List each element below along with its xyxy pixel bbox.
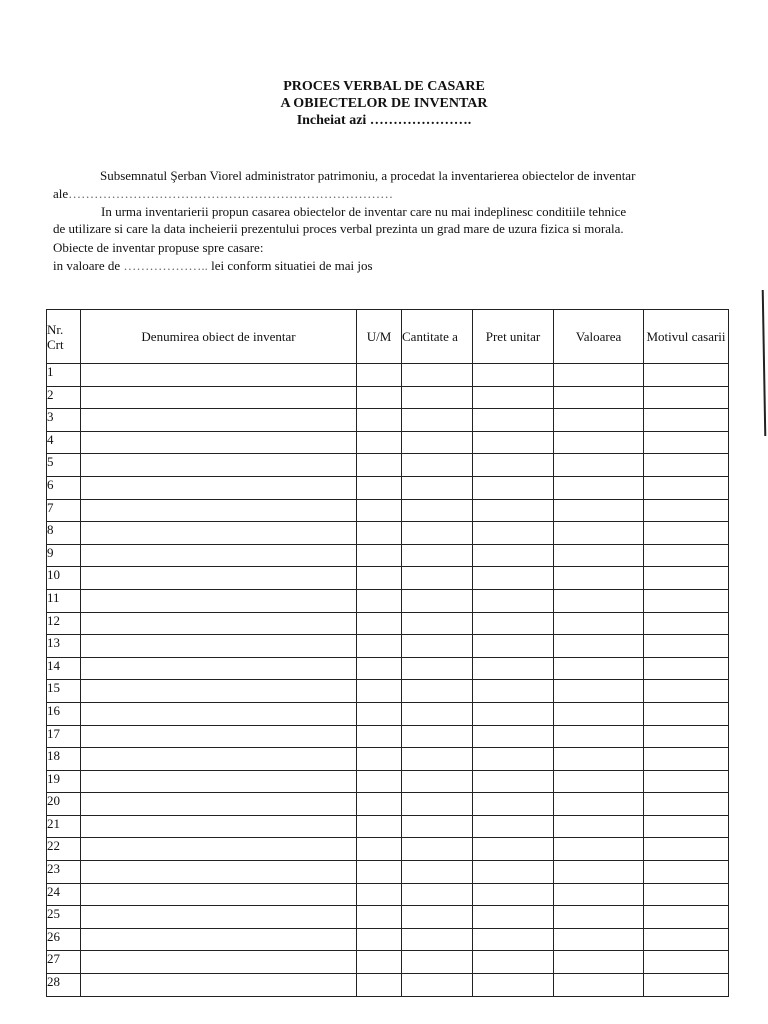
cell-quantity[interactable] [402, 770, 473, 793]
cell-quantity[interactable] [402, 906, 473, 929]
cell-unit-price[interactable] [473, 702, 554, 725]
cell-unit[interactable] [357, 793, 402, 816]
fill-in-dots: ………………………………………………………………… [68, 186, 394, 201]
header-value: Valoarea [554, 310, 644, 364]
cell-reason[interactable] [644, 906, 729, 929]
cell-object-name[interactable] [81, 680, 357, 703]
proposal-paragraph-line3: Obiecte de inventar propuse spre casare: [53, 240, 264, 255]
intro-ale-text: ale [53, 186, 69, 201]
cell-unit-price[interactable] [473, 770, 554, 793]
cell-quantity[interactable] [402, 544, 473, 567]
header-reason: Motivul casarii [644, 310, 729, 364]
table-row [47, 748, 729, 771]
cell-unit[interactable] [357, 499, 402, 522]
cell-unit-price[interactable] [473, 906, 554, 929]
header-quantity: Cantitate a [402, 310, 473, 364]
cell-reason[interactable] [644, 589, 729, 612]
row-number: 22 [47, 838, 81, 861]
document-date-line: Incheiat azi …………………. [296, 113, 472, 128]
cell-unit-price[interactable] [473, 974, 554, 997]
cell-unit[interactable] [357, 861, 402, 884]
cell-object-name[interactable] [81, 906, 357, 929]
cell-value[interactable] [554, 567, 644, 590]
row-number: 15 [47, 680, 81, 703]
cell-unit-price[interactable] [473, 364, 554, 387]
cell-value[interactable] [554, 409, 644, 432]
cell-quantity[interactable] [402, 702, 473, 725]
cell-unit[interactable] [357, 635, 402, 658]
cell-unit-price[interactable] [473, 431, 554, 454]
row-number: 12 [47, 612, 81, 635]
table-row [47, 364, 729, 387]
cell-unit-price[interactable] [473, 861, 554, 884]
row-number: 21 [47, 815, 81, 838]
cell-reason[interactable] [644, 657, 729, 680]
cell-object-name[interactable] [81, 364, 357, 387]
intro-paragraph-line2 [53, 185, 718, 202]
cell-value[interactable] [554, 657, 644, 680]
cell-unit-price[interactable] [473, 838, 554, 861]
table-row [47, 476, 729, 499]
cell-unit-price[interactable] [473, 635, 554, 658]
cell-value[interactable] [554, 431, 644, 454]
cell-object-name[interactable] [81, 454, 357, 477]
header-object-name: Denumirea obiect de inventar [81, 310, 357, 364]
cell-unit-price[interactable] [473, 680, 554, 703]
cell-unit[interactable] [357, 770, 402, 793]
cell-object-name[interactable] [81, 951, 357, 974]
cell-object-name[interactable] [81, 635, 357, 658]
table-row [47, 815, 729, 838]
cell-unit-price[interactable] [473, 815, 554, 838]
table-row [47, 793, 729, 816]
cell-quantity[interactable] [402, 861, 473, 884]
cell-value[interactable] [554, 589, 644, 612]
cell-reason[interactable] [644, 409, 729, 432]
cell-object-name[interactable] [81, 589, 357, 612]
table-row [47, 544, 729, 567]
row-number: 6 [47, 476, 81, 499]
cell-quantity[interactable] [402, 657, 473, 680]
cell-unit-price[interactable] [473, 589, 554, 612]
cell-unit[interactable] [357, 431, 402, 454]
cell-unit-price[interactable] [473, 748, 554, 771]
cell-value[interactable] [554, 928, 644, 951]
row-number: 9 [47, 544, 81, 567]
cell-unit[interactable] [357, 680, 402, 703]
cell-unit[interactable] [357, 476, 402, 499]
cell-reason[interactable] [644, 567, 729, 590]
value-label: in valoare de [53, 258, 121, 273]
cell-unit[interactable] [357, 906, 402, 929]
cell-object-name[interactable] [81, 409, 357, 432]
cell-reason[interactable] [644, 522, 729, 545]
cell-unit-price[interactable] [473, 544, 554, 567]
table-row [47, 883, 729, 906]
table-row [47, 838, 729, 861]
cell-unit[interactable] [357, 612, 402, 635]
row-number: 18 [47, 748, 81, 771]
table-row [47, 906, 729, 929]
cell-quantity[interactable] [402, 680, 473, 703]
cell-value[interactable] [554, 770, 644, 793]
cell-quantity[interactable] [402, 883, 473, 906]
cell-reason[interactable] [644, 454, 729, 477]
table-row [47, 928, 729, 951]
cell-unit-price[interactable] [473, 386, 554, 409]
cell-unit-price[interactable] [473, 657, 554, 680]
cell-reason[interactable] [644, 815, 729, 838]
cell-value[interactable] [554, 544, 644, 567]
cell-reason[interactable] [644, 635, 729, 658]
cell-reason[interactable] [644, 612, 729, 635]
table-row [47, 567, 729, 590]
cell-unit-price[interactable] [473, 951, 554, 974]
cell-unit[interactable] [357, 364, 402, 387]
cell-unit-price[interactable] [473, 476, 554, 499]
cell-object-name[interactable] [81, 725, 357, 748]
cell-object-name[interactable] [81, 522, 357, 545]
value-suffix: lei conform situatiei de mai jos [207, 258, 373, 273]
table-row [47, 522, 729, 545]
document-title: PROCES VERBAL DE CASARE [283, 79, 485, 94]
cell-value[interactable] [554, 793, 644, 816]
cell-reason[interactable] [644, 883, 729, 906]
cell-quantity[interactable] [402, 748, 473, 771]
cell-quantity[interactable] [402, 974, 473, 997]
cell-value[interactable] [554, 906, 644, 929]
cell-value[interactable] [554, 815, 644, 838]
cell-unit[interactable] [357, 974, 402, 997]
table-row [47, 454, 729, 477]
cell-object-name[interactable] [81, 499, 357, 522]
cell-object-name[interactable] [81, 431, 357, 454]
cell-object-name[interactable] [81, 567, 357, 590]
row-number: 10 [47, 567, 81, 590]
cell-unit-price[interactable] [473, 612, 554, 635]
table-row [47, 725, 729, 748]
cell-object-name[interactable] [81, 793, 357, 816]
cell-quantity[interactable] [402, 522, 473, 545]
cell-value[interactable] [554, 974, 644, 997]
cell-value[interactable] [554, 612, 644, 635]
row-number: 17 [47, 725, 81, 748]
header-nr-crt: Nr. Crt [47, 310, 81, 364]
table-row [47, 635, 729, 658]
cell-value[interactable] [554, 951, 644, 974]
cell-reason[interactable] [644, 544, 729, 567]
cell-reason[interactable] [644, 499, 729, 522]
row-number: 5 [47, 454, 81, 477]
cell-quantity[interactable] [402, 409, 473, 432]
cell-unit[interactable] [357, 951, 402, 974]
cell-quantity[interactable] [402, 725, 473, 748]
scan-edge-mark [762, 290, 767, 436]
cell-unit[interactable] [357, 589, 402, 612]
cell-quantity[interactable] [402, 454, 473, 477]
cell-value[interactable] [554, 386, 644, 409]
cell-quantity[interactable] [402, 364, 473, 387]
cell-quantity[interactable] [402, 793, 473, 816]
row-number: 2 [47, 386, 81, 409]
row-number: 13 [47, 635, 81, 658]
row-number: 24 [47, 883, 81, 906]
table-row [47, 612, 729, 635]
cell-value[interactable] [554, 364, 644, 387]
cell-reason[interactable] [644, 793, 729, 816]
cell-quantity[interactable] [402, 386, 473, 409]
cell-unit-price[interactable] [473, 522, 554, 545]
cell-quantity[interactable] [402, 431, 473, 454]
cell-quantity[interactable] [402, 476, 473, 499]
cell-unit-price[interactable] [473, 409, 554, 432]
cell-object-name[interactable] [81, 883, 357, 906]
table-row [47, 589, 729, 612]
cell-reason[interactable] [644, 680, 729, 703]
cell-unit-price[interactable] [473, 883, 554, 906]
table-row [47, 409, 729, 432]
table-row [47, 386, 729, 409]
table-row [47, 680, 729, 703]
cell-unit[interactable] [357, 702, 402, 725]
cell-unit-price[interactable] [473, 499, 554, 522]
table-row [47, 499, 729, 522]
cell-object-name[interactable] [81, 657, 357, 680]
cell-reason[interactable] [644, 725, 729, 748]
cell-value[interactable] [554, 748, 644, 771]
cell-value[interactable] [554, 476, 644, 499]
cell-reason[interactable] [644, 974, 729, 997]
row-number: 20 [47, 793, 81, 816]
cell-value[interactable] [554, 861, 644, 884]
cell-quantity[interactable] [402, 499, 473, 522]
cell-reason[interactable] [644, 951, 729, 974]
cell-reason[interactable] [644, 770, 729, 793]
table-row [47, 951, 729, 974]
cell-reason[interactable] [644, 386, 729, 409]
row-number: 3 [47, 409, 81, 432]
row-number: 28 [47, 974, 81, 997]
document-subtitle: A OBIECTELOR DE INVENTAR [280, 96, 488, 111]
cell-unit[interactable] [357, 838, 402, 861]
cell-object-name[interactable] [81, 476, 357, 499]
row-number: 23 [47, 861, 81, 884]
cell-value[interactable] [554, 725, 644, 748]
row-number: 4 [47, 431, 81, 454]
cell-object-name[interactable] [81, 544, 357, 567]
cell-reason[interactable] [644, 748, 729, 771]
header-unit-price: Pret unitar [473, 310, 554, 364]
cell-object-name[interactable] [81, 974, 357, 997]
row-number: 16 [47, 702, 81, 725]
cell-unit[interactable] [357, 815, 402, 838]
row-number: 7 [47, 499, 81, 522]
table-row [47, 974, 729, 997]
cell-reason[interactable] [644, 861, 729, 884]
cell-unit-price[interactable] [473, 928, 554, 951]
cell-reason[interactable] [644, 431, 729, 454]
cell-quantity[interactable] [402, 815, 473, 838]
cell-object-name[interactable] [81, 702, 357, 725]
row-number: 25 [47, 906, 81, 929]
intro-paragraph-line1: Subsemnatul Şerban Viorel administrator patrimoniu, a procedat la inventarierea obiectelor de inventar [100, 168, 636, 183]
cell-unit-price[interactable] [473, 567, 554, 590]
cell-unit[interactable] [357, 657, 402, 680]
row-number: 19 [47, 770, 81, 793]
cell-reason[interactable] [644, 838, 729, 861]
value-fill-dots: ……………….. [120, 258, 208, 273]
cell-unit-price[interactable] [473, 725, 554, 748]
row-number: 14 [47, 657, 81, 680]
cell-object-name[interactable] [81, 386, 357, 409]
proposal-paragraph-line1: In urma inventarierii propun casarea obiectelor de inventar care nu mai indeplinesc conditiile tehnice [101, 204, 627, 219]
cell-value[interactable] [554, 635, 644, 658]
cell-value[interactable] [554, 499, 644, 522]
cell-object-name[interactable] [81, 861, 357, 884]
table-row [47, 770, 729, 793]
cell-object-name[interactable] [81, 748, 357, 771]
cell-quantity[interactable] [402, 928, 473, 951]
cell-value[interactable] [554, 522, 644, 545]
row-number: 11 [47, 589, 81, 612]
cell-object-name[interactable] [81, 838, 357, 861]
cell-quantity[interactable] [402, 589, 473, 612]
row-number: 26 [47, 928, 81, 951]
row-number: 27 [47, 951, 81, 974]
cell-value[interactable] [554, 680, 644, 703]
cell-unit[interactable] [357, 386, 402, 409]
cell-unit[interactable] [357, 522, 402, 545]
table-row [47, 861, 729, 884]
value-line [53, 257, 718, 274]
cell-quantity[interactable] [402, 838, 473, 861]
header-unit-measure: U/M [357, 310, 402, 364]
cell-reason[interactable] [644, 928, 729, 951]
cell-value[interactable] [554, 702, 644, 725]
table-row [47, 702, 729, 725]
cell-object-name[interactable] [81, 928, 357, 951]
cell-reason[interactable] [644, 702, 729, 725]
cell-unit[interactable] [357, 725, 402, 748]
cell-unit[interactable] [357, 544, 402, 567]
cell-unit[interactable] [357, 409, 402, 432]
cell-unit[interactable] [357, 454, 402, 477]
cell-value[interactable] [554, 883, 644, 906]
row-number: 8 [47, 522, 81, 545]
cell-unit[interactable] [357, 748, 402, 771]
cell-unit-price[interactable] [473, 793, 554, 816]
inventory-table [46, 309, 729, 997]
cell-value[interactable] [554, 454, 644, 477]
cell-object-name[interactable] [81, 770, 357, 793]
cell-quantity[interactable] [402, 635, 473, 658]
cell-reason[interactable] [644, 476, 729, 499]
table-row [47, 431, 729, 454]
cell-unit[interactable] [357, 567, 402, 590]
cell-quantity[interactable] [402, 567, 473, 590]
cell-unit-price[interactable] [473, 454, 554, 477]
row-number: 1 [47, 364, 81, 387]
cell-unit[interactable] [357, 928, 402, 951]
table-row [47, 657, 729, 680]
table-header-row [47, 310, 729, 364]
cell-quantity[interactable] [402, 951, 473, 974]
cell-reason[interactable] [644, 364, 729, 387]
cell-value[interactable] [554, 838, 644, 861]
cell-unit[interactable] [357, 883, 402, 906]
cell-object-name[interactable] [81, 612, 357, 635]
cell-quantity[interactable] [402, 612, 473, 635]
proposal-paragraph-line2: de utilizare si care la data incheierii prezentului proces verbal prezinta un grad mare de uzura fizica si morala. [53, 221, 624, 236]
cell-object-name[interactable] [81, 815, 357, 838]
